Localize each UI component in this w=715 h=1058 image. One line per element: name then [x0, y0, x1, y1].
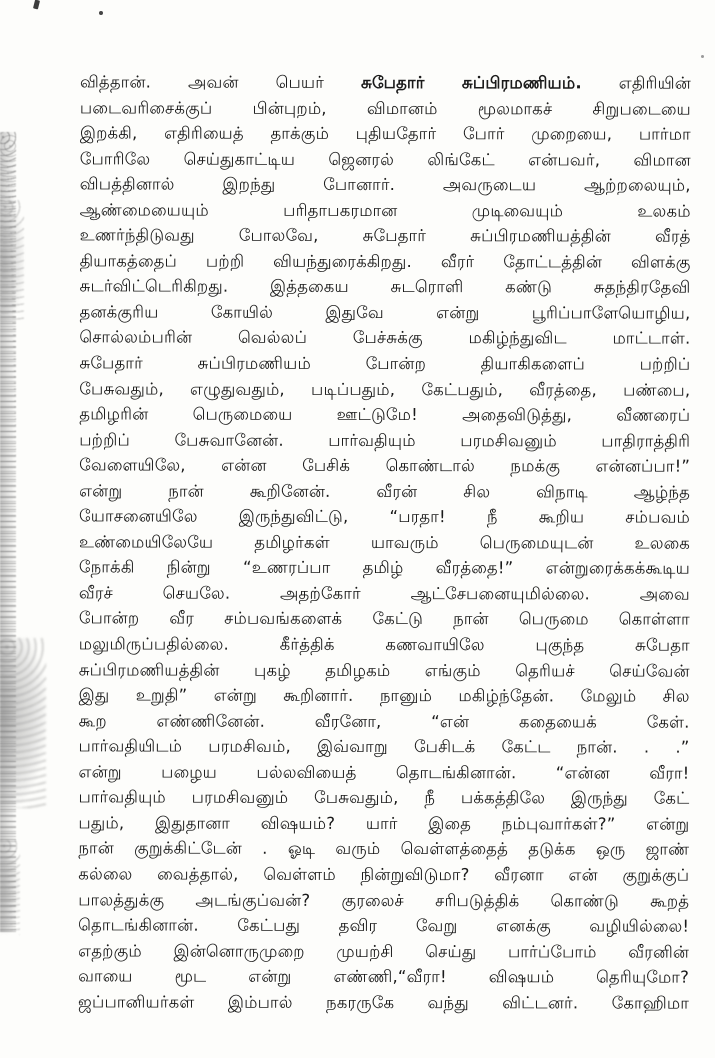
text-segment: எதிரியின்: [581, 73, 691, 93]
text-line: தமிழரின் பெருமையை ஊட்டுமே! அதைவிடுத்து, வீணரைப்: [79, 404, 691, 425]
text-line: தியாகத்தைப் பற்றி வியந்துரைக்கிறது. வீரர் தோட்டத்தின் விளக்கு: [79, 251, 691, 272]
text-line: பாலத்துக்கு அடங்குப்வன்? குரலைச் சரிபடுத்திக் கொண்டு கூறத்: [78, 889, 690, 911]
scan-artifact-dot: [99, 11, 103, 15]
text-line: இறக்கி, எதிரியைத் தாக்கும் புதியதோர் போர் முறையை, பார்மா: [79, 123, 691, 144]
scan-smudge-upper: [0, 200, 24, 320]
text-lines-container: [78, 95, 691, 1016]
body-text: [78, 69, 691, 1016]
text-line: பதும், இதுதானா விஷயம்? யார் இதை நம்புவார்கள்?” என்று: [78, 813, 690, 834]
text-line: பார்வதியும் பரமசிவனும் பேசுவதும், நீ பக்கத்திலே இருந்து கேட்: [78, 787, 690, 808]
text-line: நோக்கி நின்று “உணரப்பா தமிழ் வீரத்தை!” என்றுரைக்கக்கூடிய: [78, 557, 690, 579]
text-line: வேளையிலே, என்ன பேசிக் கொண்டால் நமக்கு என்னப்பா!”: [79, 455, 691, 476]
text-line: கல்லை வைத்தால், வெள்ளம் நின்றுவிடுமா? வீரனா என் குறுக்குப்: [78, 864, 690, 885]
text-line: சுடர்விட்டெரிகிறது. இத்தகைய சுடரொளி கண்டு சுதந்திரதேவி: [79, 276, 691, 298]
text-segment: வித்தான். அவன் பெயர்: [79, 72, 362, 92]
scan-artifact-speck: [701, 55, 704, 58]
text-line: சுப்பிரமணியத்தின் புகழ் தமிழகம் எங்கும் தெரியச் செய்வேன்: [78, 659, 690, 681]
text-line: ஆண்மையையும் பரிதாபகரமான முடிவையும் உலகம்: [79, 200, 691, 221]
text-line: போன்ற வீர சம்பவங்களைக் கேட்டு நான் பெருமை கொள்ளா: [78, 608, 690, 630]
text-line: படைவரிசைக்குப் பின்புறம், விமானம் மூலமாகச் சிறுபடையை: [79, 97, 691, 119]
text-line: வாயை மூட என்று எண்ணி,“வீரா! விஷயம் தெரியுமோ?: [78, 966, 690, 987]
text-line: வீரச் செயலே. அதற்கோர் ஆட்சேபனையுமில்லை. அவை: [78, 583, 690, 604]
text-line-first: [80, 69, 691, 96]
text-line: ஜப்பானியர்கள் இம்பால் நகரருகே வந்து விட்டனர். கோஹிமா: [78, 992, 690, 1013]
text-line: விபத்தினால் இறந்து போனார். அவருடைய ஆற்றலையும்,: [79, 174, 691, 195]
text-line: பார்வதியிடம் பரமசிவம், இவ்வாறு பேசிடக் கேட்ட நான். . .”: [78, 736, 690, 757]
text-line: எதற்கும் இன்னொருமுறை முயற்சி செய்து பார்ப்போம் வீரனின்: [78, 940, 690, 962]
text-line: என்று பழைய பல்லவியைத் தொடங்கினான். “என்ன வீரா!: [78, 762, 690, 783]
text-line: போரிலே செய்துகாட்டிய ஜெனரல் லிங்கேட் என்பவர், விமான: [79, 149, 691, 170]
text-line: உணர்ந்திடுவது போலவே, சுபேதார் சுப்பிரமணியத்தின் வீரத்: [79, 225, 691, 246]
text-line: மலுமிருப்பதில்லை. கீர்த்திக் கணவாயிலே புகுந்த சுபேதா: [78, 634, 690, 655]
text-line: சொல்லம்பரின் வெல்லப் பேச்சுக்கு மகிழ்ந்துவிட மாட்டாள்.: [79, 327, 691, 349]
scan-artifact-dash: [33, 0, 40, 9]
scan-smudge-lower: [0, 840, 20, 935]
text-line: தனக்குரிய கோயில் இதுவே என்று பூரிப்பாளேயொழிய,: [79, 302, 691, 323]
text-line: கூற எண்ணினேன். வீரனோ, “என் கதையைக் கேள்.: [78, 711, 690, 732]
scan-smudge-middle: [0, 638, 46, 808]
text-line: என்று நான் கூறினேன். வீரன் சில விநாடி ஆழ்ந்த: [79, 481, 691, 502]
text-line: இது உறுதி” என்று கூறினார். நானும் மகிழ்ந்தேன். மேலும் சில: [78, 685, 690, 706]
text-line: சுபேதார் சுப்பிரமணியம் போன்ற தியாகிகளைப் பற்றிப்: [79, 353, 691, 374]
text-line: பற்றிப் பேசுவானேன். பார்வதியும் பரமசிவனும் பாதிராத்திரி: [79, 430, 691, 451]
text-line: யோசனையிலே இருந்துவிட்டு, “பரதா! நீ கூறிய சம்பவம்: [79, 506, 691, 527]
text-line: உண்மையிலேயே தமிழர்கள் யாவரும் பெருமையுடன் உலகை: [78, 532, 691, 553]
text-segment-bold: சுபேதார் சுப்பிரமணியம்.: [360, 72, 582, 93]
text-line: நான் குறுக்கிட்டேன் . ஓடி வரும் வெள்ளத்தைத் தடுக்க ஒரு ஜாண்: [78, 838, 690, 860]
text-line: தொடங்கினான். கேட்பது தவிர வேறு எனக்கு வழியில்லை!: [78, 915, 690, 936]
text-line: பேசுவதும், எழுதுவதும், படிப்பதும், கேட்பதும், வீரத்தை, பண்பை,: [79, 378, 691, 400]
